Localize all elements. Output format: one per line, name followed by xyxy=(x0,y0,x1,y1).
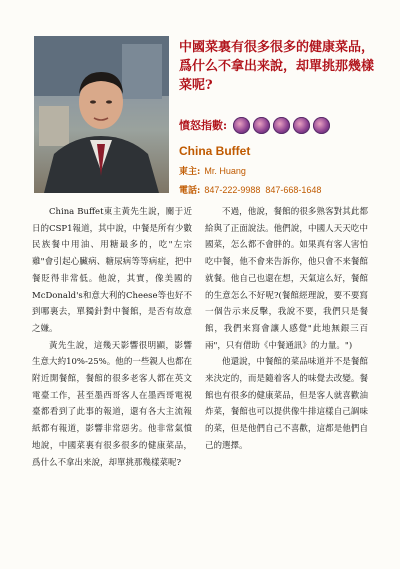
owner-portrait-illustration xyxy=(34,36,169,193)
phone-numbers: 847-222-9988 847-668-1648 xyxy=(204,185,322,195)
anger-rating-label: 憤怒指數: xyxy=(179,119,228,132)
phone-row xyxy=(179,183,321,196)
angry-face-icon xyxy=(313,117,330,134)
article-paragraph: 黃先生說，這幾天影響很明顯，影響生意大約10%-25%。他的一些親人也都在附近開餐館，餐館的很多老客人都在英文電臺工作，甚至墨西哥客人在墨西哥電視臺都看到了此事的報道，還有各大主流報紙都有報道，影響非常惡劣。他非常氣憤地說，中國菜裏有很多很多的健康菜品，爲什么不拿出来說，却單挑那幾樣菜呢? xyxy=(32,340,192,468)
article-right-column xyxy=(205,204,368,455)
article-paragraph: China Buffet東主黃先生說，關于近日的CSP1報道，其中說，中餐是所有少數民族餐中用油、用糖最多的，吃"左宗雞"會引起心臟病、糖尿病等等病症，把中餐貶得非常低。他說，其實，像美國的McDonald's和意大利的Cheese等也好不到哪裏去，單獨針對中餐館，是否有故意之嫌。 xyxy=(32,207,192,334)
owner-name: Mr. Huang xyxy=(204,166,246,176)
angry-face-icon xyxy=(273,117,290,134)
owner-photo xyxy=(34,36,169,193)
business-name: China Buffet xyxy=(179,144,251,158)
article-left-column xyxy=(32,204,192,471)
article-paragraph: 他還說，中餐館的菜品味道并不是餐館来決定的，而是隨着客人的味覺去改變。餐館也有很多的健康菜品，但是客人就喜歡油炸菜，餐館也可以提供像牛排這樣自己調味的菜，但是他們自己不喜歡，這都是他們自己的選擇。 xyxy=(205,357,368,451)
angry-face-icon xyxy=(253,117,270,134)
owner-label: 東主: xyxy=(179,167,201,177)
headline: 中國菜裏有很多很多的健康菜品，爲什么不拿出来說，却單挑那幾樣菜呢? xyxy=(179,40,375,93)
angry-face-icon xyxy=(293,117,310,134)
phone-label: 電話: xyxy=(179,186,201,196)
angry-face-icon xyxy=(233,117,250,134)
anger-rating xyxy=(179,113,333,137)
owner-row xyxy=(179,164,246,177)
article-paragraph: 不過，他說，餐館的很多熟客對其此都給與了正面說法。他們說，中國人天天吃中國菜，怎么都不會胖的。如果真有客人害怕吃中餐，他不會来告訴你，他只會不来餐館就餐。他自己也還在想，天氣這么好，餐館的生意怎么不好呢?(餐館經理說，要不要寫一個告示来反擊，我說不要，我們只是餐館，我們来寫會讓人感覺"此地無銀三百兩"，只有借助《中餐通訊》的力量。") xyxy=(205,207,368,351)
